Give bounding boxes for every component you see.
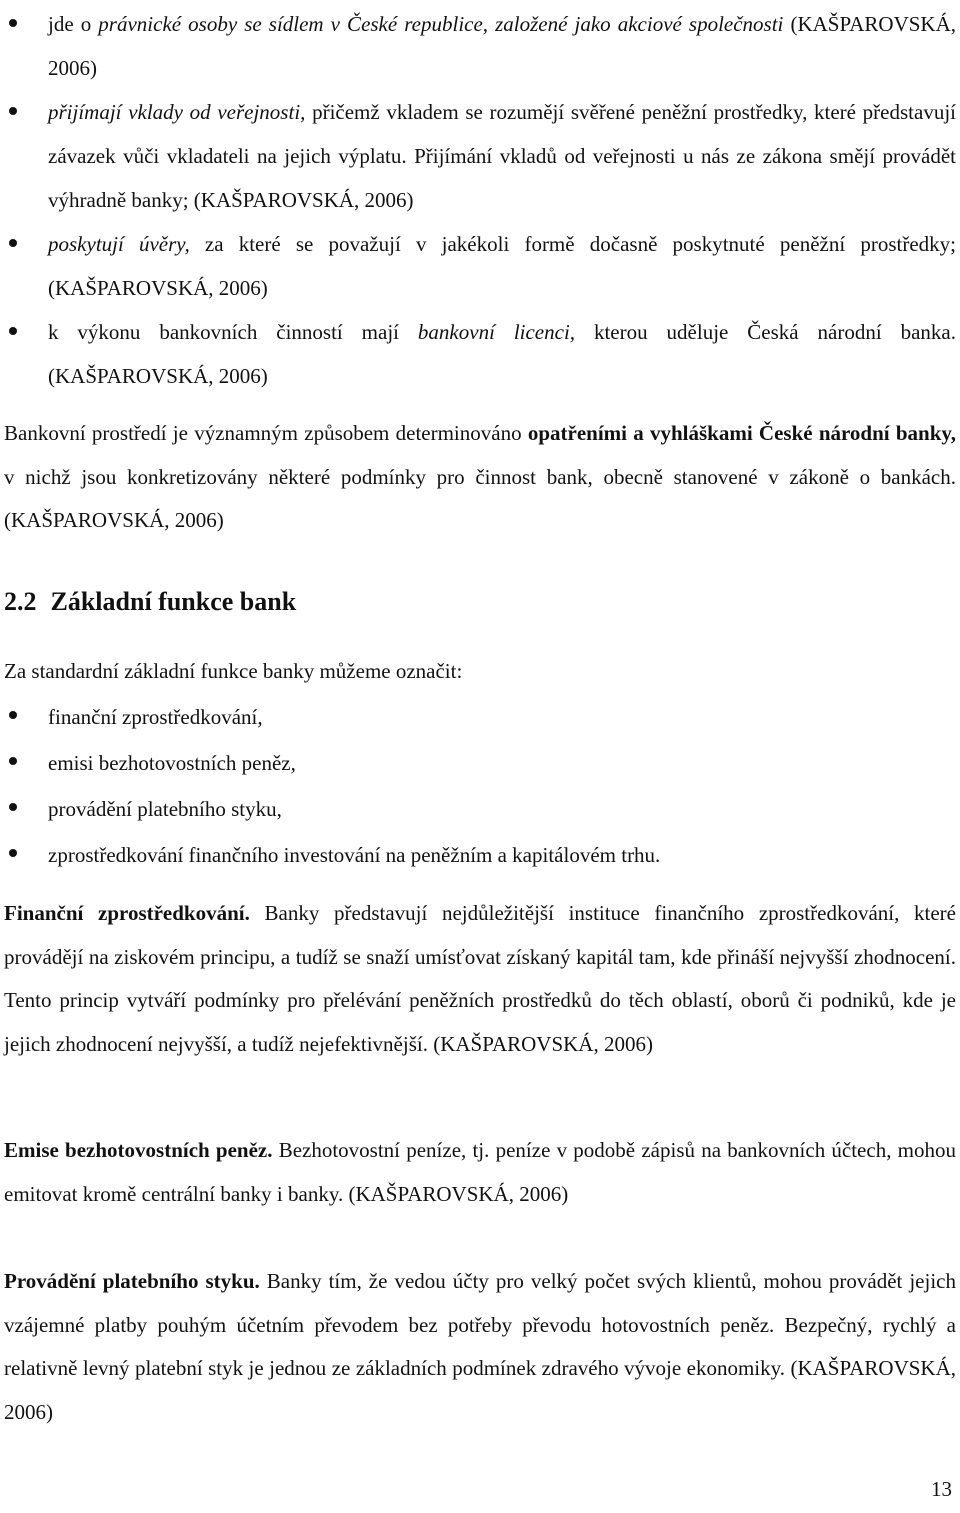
paragraph-cashless-money — [0, 1129, 960, 1216]
paragraph-text: v nichž jsou konkretizovány některé podmínky pro činnost bank, obecně stanovené v zákoně o bankách. (KAŠPAROVSKÁ, 2006) — [4, 464, 956, 532]
section-number: 2.2 — [4, 587, 37, 616]
list-item — [0, 222, 960, 310]
list-item — [0, 90, 960, 222]
paragraph-regulations — [0, 412, 960, 543]
paragraph-bold: Finanční zprostředkování. — [4, 901, 250, 925]
bank-functions-list — [0, 694, 960, 878]
paragraph-bold: Provádění platebního styku. — [4, 1269, 260, 1293]
paragraph-text: Banky tím, že vedou účty pro velký počet svých klientů, mohou provádět jejich vzájemné platby pouhým účetním převodem bez potřeby převodu hotovostních peněz. Bezpečný, rychlý a relativně levný platební styk je jednou ze základních podmínek zdravého vývoje ekonomiky. (KAŠPAROVSKÁ, 2006) — [4, 1269, 956, 1424]
list-item: zprostředkování finančního investování na peněžním a kapitálovém trhu. — [0, 832, 960, 878]
paragraph-text: Bankovní prostředí je významným způsobem determinováno — [4, 421, 528, 445]
paragraph-bold: opatřeními a vyhláškami České národní banky, — [527, 421, 957, 445]
list-item: emisi bezhotovostních peněz, — [0, 740, 960, 786]
list-item-text: přičemž vkladem se rozumějí svěřené peněžní prostředky, které představují závazek vůči vkladateli na jejich výplatu. Přijímání vkladů od veřejnosti u nás ze zákona smějí provádět výhradně banky; (KAŠPAROVSKÁ, 2006) — [48, 100, 956, 212]
list-item-text: kterou uděluje Česká národní banka. (KAŠPAROVSKÁ, 2006) — [48, 320, 956, 388]
list-item-italic: bankovní licenci, — [417, 320, 576, 344]
list-item-italic: přijímají vklady od veřejnosti, — [48, 100, 306, 124]
page-number: 13 — [931, 1477, 952, 1501]
list-item: finanční zprostředkování, — [0, 694, 960, 740]
list-item: provádění platebního styku, — [0, 786, 960, 832]
functions-intro: Za standardní základní funkce banky můžeme označit: — [4, 659, 463, 683]
list-item-text: jde o — [48, 12, 99, 36]
paragraph-bold: Emise bezhotovostních peněz. — [4, 1138, 273, 1162]
list-item-italic: právnické osoby se sídlem v České republice, založené jako akciové společnosti — [98, 12, 784, 36]
list-item — [0, 310, 960, 398]
paragraph-financial-intermediation — [0, 892, 960, 1066]
section-heading — [0, 580, 300, 624]
list-item-text: (KAŠPAROVSKÁ, 2006) — [48, 12, 956, 80]
list-item-text: k výkonu bankovních činností mají — [48, 320, 418, 344]
paragraph-payments — [0, 1260, 960, 1434]
paragraph-text: Banky představují nejdůležitější instituce finančního zprostředkování, které provádějí na ziskovém principu, a tudíž se snaží umísťovat získaný kapitál tam, kde přináší nejvyšší zhodnocení. Tento princip vytváří podmínky pro přelévání peněžních prostředků do těch oblastí, oborů či podniků, kde je jejich zhodnocení nejvyšší, a tudíž nejefektivnější. (KAŠPAROVSKÁ, 2006) — [4, 901, 956, 1056]
bank-characteristics-list — [0, 2, 960, 398]
section-title: Základní funkce bank — [50, 587, 297, 616]
list-item-italic: poskytují úvěry, — [48, 232, 190, 256]
list-item — [0, 2, 960, 90]
paragraph-text: Bezhotovostní peníze, tj. peníze v podobě zápisů na bankovních účtech, mohou emitovat kromě centrální banky i banky. (KAŠPAROVSKÁ, 2006) — [4, 1138, 956, 1206]
list-item-text: za které se považují v jakékoli formě dočasně poskytnuté peněžní prostředky; (KAŠPAROVSKÁ, 2006) — [48, 232, 956, 300]
